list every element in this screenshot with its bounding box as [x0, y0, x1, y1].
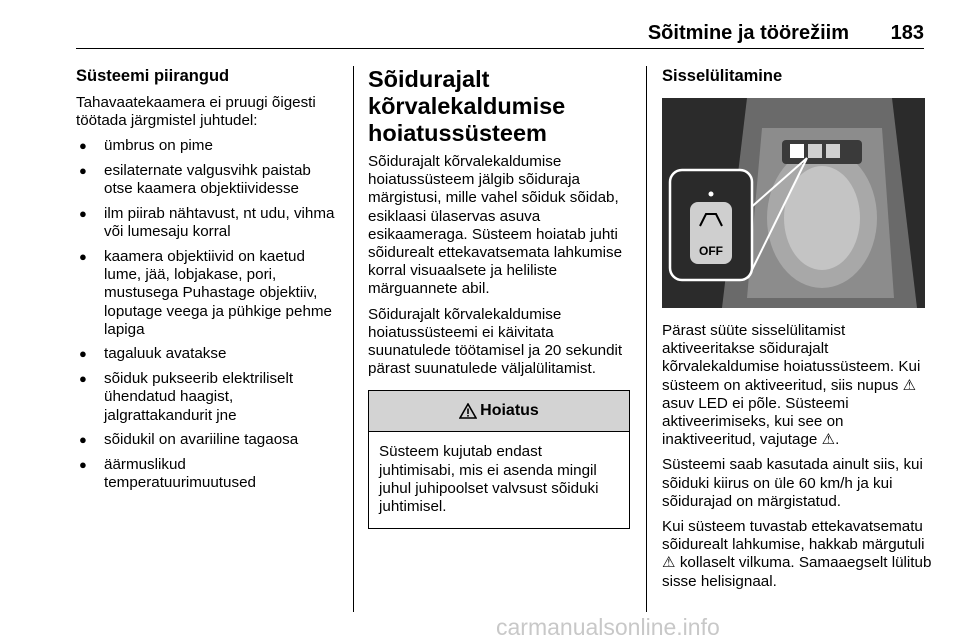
warning-triangle-icon: [459, 403, 477, 419]
button-off-label: OFF: [699, 244, 723, 258]
list-item: ● kaamera objektiivid on kaetud lume, jää, lobjakase, pori, mustusega Puhastage objektiiv, loputage veega ja pühkige pehme lapiga: [76, 248, 338, 339]
column-activation: [662, 66, 932, 598]
paragraph: Süsteemi saab kasutada ainult siis, kui sõiduki kiirus on üle 60 km/h ja kui sõidurajad on märgistatud.: [662, 456, 923, 510]
console-illustration: [662, 98, 925, 308]
column-divider: [353, 66, 354, 612]
list-item: ● ümbrus on pime: [76, 137, 338, 155]
page-number: 183: [890, 22, 924, 44]
list-item: ● äärmuslikud temperatuurimuutused: [76, 456, 338, 492]
column-lane-departure: [368, 66, 634, 529]
page-header: [76, 0, 924, 49]
watermark: carmanualsonline.info: [496, 614, 720, 640]
paragraph: Sõidurajalt kõrvalekaldumise hoiatussüsteem jälgib sõiduraja märgistusi, mille vahel sõiduk sõidab, esiklaasi ülaservas asuva esikaameraga. Süsteem hoiatab juhti sõidurealt ettekavatsemata lahkumise korral visuaalsete ja heliliste märguannete abil.: [368, 153, 623, 298]
list-item: ● ilm piirab nähtavust, nt udu, vihma või lumesaju korral: [76, 205, 338, 241]
section-heading: Sõidurajalt kõrvalekaldumise hoiatussüsteem: [368, 66, 566, 146]
console-switch-photo: [662, 98, 925, 308]
warning-box: [368, 390, 630, 529]
warning-header: [369, 391, 629, 432]
warning-text: Süsteem kujutab endast juhtimisabi, mis ei asenda mingil juhul juhipoolset valvsust sõiduki juhtimisel.: [379, 443, 599, 516]
section-heading: Süsteemi piirangud: [76, 67, 230, 85]
list-item: ● tagaluuk avatakse: [76, 345, 338, 363]
paragraph: Kui süsteem tuvastab ettekavatsematu sõidurealt lahkumise, hakkab märgutuli ⚠ kollaselt vilkuma. Samaaegselt lülitub sisse helisignaal.: [662, 518, 932, 590]
paragraph: Sõidurajalt kõrvalekaldumise hoiatussüsteemi ei käivitata suunatulede töötamisel ja 20 sekundit pärast suunatulede väljalülitamist.: [368, 305, 623, 378]
header-title: Sõitmine ja töörežiim: [647, 22, 849, 44]
section-heading: Sisselülitamine: [662, 67, 783, 85]
paragraph: Pärast süüte sisselülitamist aktiveeritakse sõidurajalt kõrvalekaldumise hoiatussüsteem. Kui süsteem on aktiveeritud, siis nupus ⚠ asuv LED ei põle. Süsteemi aktiveerimiseks, kui see on inaktiveeritud, vajutage ⚠.: [662, 322, 921, 449]
column-system-limits: [76, 66, 338, 499]
warning-title: Hoiatus: [480, 402, 539, 420]
column-divider: [646, 66, 647, 612]
intro-text: Tahavaatekaamera ei pruugi õigesti töötada järgmistel juhtudel:: [76, 94, 316, 130]
list-item: ● sõidukil on avariiline tagaosa: [76, 431, 338, 449]
limitations-list: [76, 137, 338, 492]
list-item: ● esilaternate valgusvihk paistab otse kaamera objektiividesse: [76, 162, 338, 198]
list-item: ● sõiduk pukseerib elektriliselt ühendatud haagist, jalgrattakandurit jne: [76, 370, 338, 425]
